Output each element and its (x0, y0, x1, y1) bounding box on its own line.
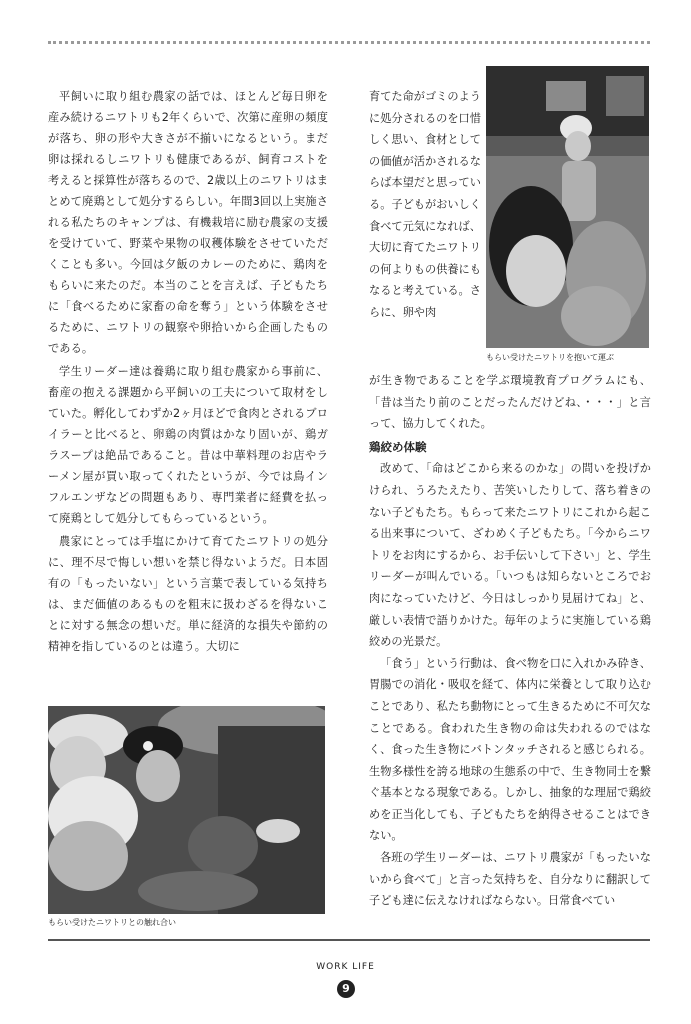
publication-name: WORK LIFE (316, 962, 375, 972)
photo-top-illustration (486, 66, 649, 348)
left-column (48, 86, 328, 659)
right-paragraph-2: 改めて、「命はどこから来るのかな」の問いを投げかけられ、うろたえたり、苦笑いしたりして、落ち着きのない子どもたち。もらって来たニワトリにこれから起こる出来事について、ざわめく子どもたち。「今からニワトリをお肉にするから、お手伝いして下さい」と、学生リーダーが叫んでいる。「いつもは知らないところでお肉になっていたけど、今日はしっかり見届けてね」と、厳しい表情で語りかけた。毎年のように実施している鶏絞めの光景だ。 (369, 462, 651, 649)
left-paragraph-3: 農家にとっては手塩にかけて育てたニワトリの処分に、理不尽で悔しい想いを禁じ得ないようだ。日本固有の「もったいない」という言葉で表している気持ちは、まだ価値のあるものを粗末に扱わざるを得ないことに対する無念の想いだ。単に経済的な損失や節約の精神を指しているのとは違う。大切に (48, 535, 328, 653)
left-paragraph-1: 平飼いに取り組む農家の話では、ほとんど毎日卵を産み続けるニワトリも2年くらいで、次第に産卵の頻度が落ち、卵の形や大きさが不揃いになるという。まだ卵は採れるしニワトリも健康であるが、飼育コストを考えると採算性が落ちるので、2歳以上のニワトリはまとめて廃鶏として処分するらしい。年間3回以上実施される私たちのキャンプは、有機栽培に励む農家の支援を受けていて、野菜や果物の収穫体験をさせていただくことも多い。今回は夕飯のカレーのために、鶏肉をもらいに来たのだ。本当のことを言えば、子どもたちに「食べるために家畜の命を奪う」という体験をさせるために、ニワトリの観察や卵拾いから企画したものである。 (48, 90, 328, 355)
photo-bottom-caption: もらい受けたニワトリとの触れ合い (48, 918, 176, 927)
section-heading: 鶏絞め体験 (369, 439, 427, 454)
right-narrow-column (369, 86, 485, 324)
right-narrow-paragraph: 育てた命がゴミのように処分されるのを口惜しく思い、食材としての価値が活かされるならば本望だと思っている。子どもがおいしく食べて元気になれば、大切に育てたニワトリの何よりもの供養にもなると考えている。さらに、卵や肉 (369, 90, 481, 319)
photo-top-caption: もらい受けたニワトリを抱いて運ぶ (486, 353, 614, 362)
bottom-divider (48, 939, 650, 941)
photo-children-carrying-chicken (486, 66, 649, 348)
left-paragraph-2: 学生リーダー達は養鶏に取り組む農家から事前に、畜産の抱える課題から平飼いの工夫について取材をしていた。孵化してわずか2ヶ月ほどで食肉とされるブロイラーと比べると、卵鶏の肉質はかなり固いが、鶏ガラスープは絶品であること。昔は中華料理のお店やラーメン屋が買い取ってくれたというが、今では鳥インフルエンザなどの問題もあり、専門業者に経費を払って廃鶏として処分してもらっているという。 (48, 365, 328, 525)
right-paragraph-1: が生き物であることを学ぶ環境教育プログラムにも、「昔は当たり前のことだったんだけどね、・・・」と言って、協力してくれた。 (369, 374, 651, 431)
right-paragraph-3: 「食う」という行動は、食べ物を口に入れかみ砕き、胃腸での消化・吸収を経て、体内に栄養として取り込むことであり、私たち動物にとって生きるために不可欠なことである。食われた生き物の命は失われるのではなく、食った生き物にバトンタッチされると感じられる。生物多様性を誇る地球の生態系の中で、生き物同士を繋ぐ基本となる現象である。しかし、抽象的な理屈で鶏絞めを正当化しても、子どもたちを納得させることはできない。 (369, 656, 651, 843)
top-dotted-divider (48, 41, 650, 44)
right-column (369, 370, 651, 912)
photo-bottom-illustration (48, 706, 325, 914)
right-paragraph-4: 各班の学生リーダーは、ニワトリ農家が「もったいないから食べて」と言った気持ちを、自分なりに翻訳して子ども達に伝えなければならない。日常食べてい (369, 851, 651, 908)
photo-children-touching-chicken (48, 706, 325, 914)
page-number: 9 (337, 980, 355, 998)
